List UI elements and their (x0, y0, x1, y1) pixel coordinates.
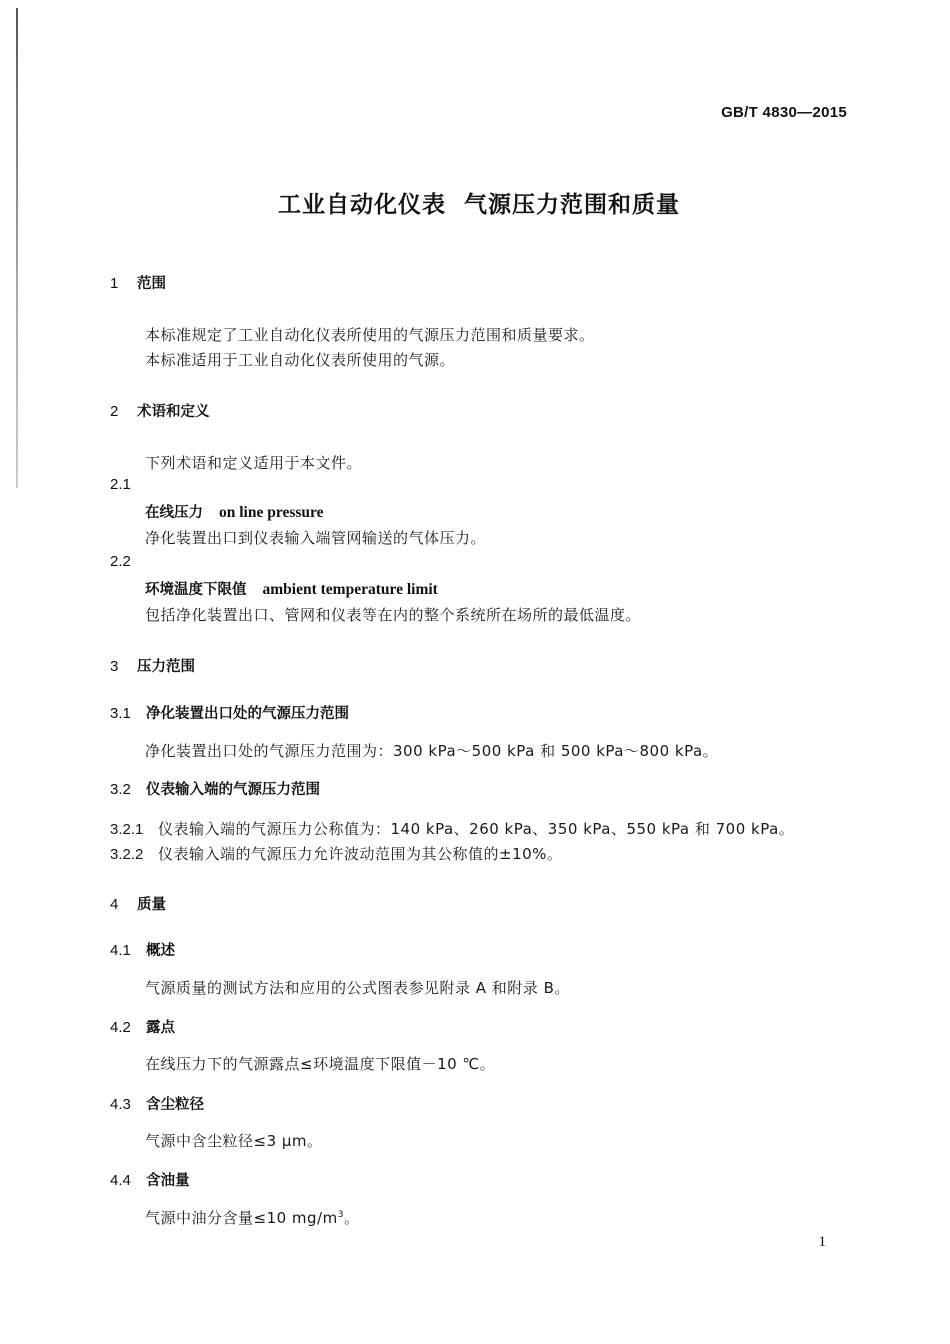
term-entry (145, 501, 324, 522)
paragraph: 在线压力下的气源露点≤环境温度下限值－10 ℃。 (145, 1055, 496, 1073)
term-entry (145, 578, 438, 599)
title-part-2: 气源压力范围和质量 (464, 192, 680, 218)
section-4-3-heading: 4.3 含尘粒径 (110, 1096, 204, 1113)
term-en: ambient temperature limit (262, 581, 438, 598)
section-1-heading: 1 范围 (110, 275, 166, 292)
term-definition: 包括净化装置出口、管网和仪表等在内的整个系统所在场所的最低温度。 (145, 606, 642, 624)
page-number: 1 (818, 1234, 826, 1250)
term-number: 2.1 (110, 476, 131, 493)
section-3-heading: 3 压力范围 (110, 658, 195, 675)
section-4-1-heading: 4.1 概述 (110, 942, 175, 959)
superscript: 3 (337, 1210, 344, 1220)
paragraph: 气源质量的测试方法和应用的公式图表参见附录 A 和附录 B。 (145, 979, 570, 997)
paragraph: 本标准适用于工业自动化仪表所使用的气源。 (145, 351, 456, 369)
title-part-1: 工业自动化仪表 (278, 192, 446, 218)
page-title (0, 186, 950, 219)
paragraph: 气源中含尘粒径≤3 μm。 (145, 1132, 323, 1150)
section-3-2-heading: 3.2 仪表输入端的气源压力范围 (110, 781, 320, 798)
paragraph: 下列术语和定义适用于本文件。 (145, 454, 363, 472)
paragraph: 净化装置出口处的气源压力范围为：300 kPa～500 kPa 和 500 kPa～800 kPa。 (145, 742, 719, 760)
term-zh: 环境温度下限值 (145, 582, 247, 598)
standard-code: GB/T 4830—2015 (721, 104, 847, 121)
section-4-4-heading: 4.4 含油量 (110, 1172, 190, 1189)
paragraph: 气源中油分含量≤10 $mg/m^3$。 (145, 1209, 360, 1227)
section-4-heading: 4 质量 (110, 896, 166, 913)
section-3-1-heading: 3.1 净化装置出口处的气源压力范围 (110, 705, 349, 722)
term-definition: 净化装置出口到仪表输入端管网输送的气体压力。 (145, 529, 487, 547)
term-en: on line pressure (219, 504, 324, 521)
binding-edge-line (16, 8, 18, 488)
section-2-heading: 2 术语和定义 (110, 403, 210, 420)
term-zh: 在线压力 (145, 505, 203, 521)
section-4-2-heading: 4.2 露点 (110, 1019, 175, 1036)
term-number: 2.2 (110, 553, 131, 570)
paragraph: 本标准规定了工业自动化仪表所使用的气源压力范围和质量要求。 (145, 326, 595, 344)
clause-3-2-1: 3.2.1 仪表输入端的气源压力公称值为：140 kPa、260 kPa、350 kPa、550 kPa 和 700 kPa。 (110, 820, 795, 838)
clause-3-2-2: 3.2.2 仪表输入端的气源压力允许波动范围为其公称值的±10%。 (110, 845, 563, 863)
